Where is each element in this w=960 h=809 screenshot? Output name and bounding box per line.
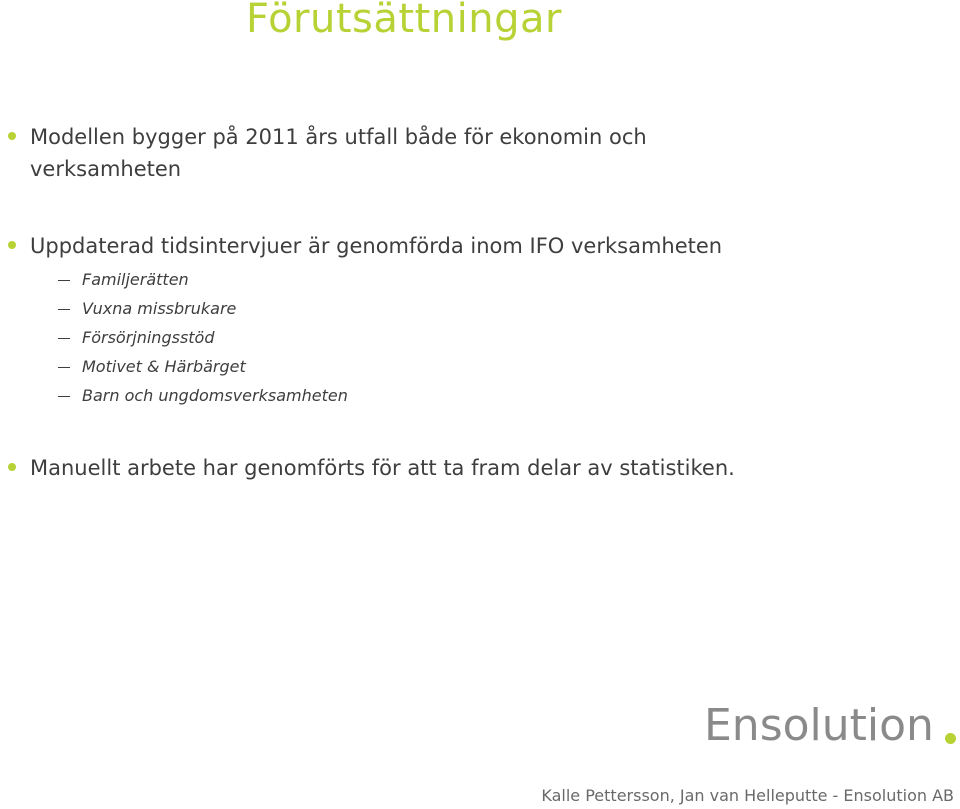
- bullet-line: Manuellt arbete har genomförts för att ta fram delar av statistiken.: [30, 456, 735, 480]
- bullet-dot-icon: [8, 463, 16, 471]
- dash-icon: [58, 309, 70, 310]
- sub-item-label: Motivet & Härbärget: [82, 357, 246, 376]
- logo-dot-icon: [945, 733, 956, 744]
- sub-item-label: Familjerätten: [82, 270, 189, 289]
- bullet-dot-icon: [8, 132, 16, 140]
- slide-title: Förutsättningar: [246, 0, 562, 42]
- bullet-text: [30, 230, 722, 262]
- bullet-dot-icon: [8, 241, 16, 249]
- company-logo: Ensolution: [704, 700, 934, 751]
- dash-icon: [58, 396, 70, 397]
- bullet-line: Modellen bygger på 2011 års utfall både för ekonomin och: [30, 125, 647, 149]
- bullet-line: Uppdaterad tidsintervjuer är genomförda inom IFO verksamheten: [30, 234, 723, 258]
- bullet-text: [30, 452, 735, 484]
- sub-item-label: Barn och ungdomsverksamheten: [82, 386, 348, 405]
- dash-icon: [58, 280, 70, 281]
- sub-item-label: Vuxna missbrukare: [82, 299, 237, 318]
- sub-item-label: Försörjningsstöd: [82, 328, 215, 347]
- dash-icon: [58, 338, 70, 339]
- slide-footer: Kalle Pettersson, Jan van Helleputte - Ensolution AB: [541, 786, 954, 805]
- bullet-text: [30, 121, 647, 185]
- bullet-line: verksamheten: [30, 157, 182, 181]
- dash-icon: [58, 367, 70, 368]
